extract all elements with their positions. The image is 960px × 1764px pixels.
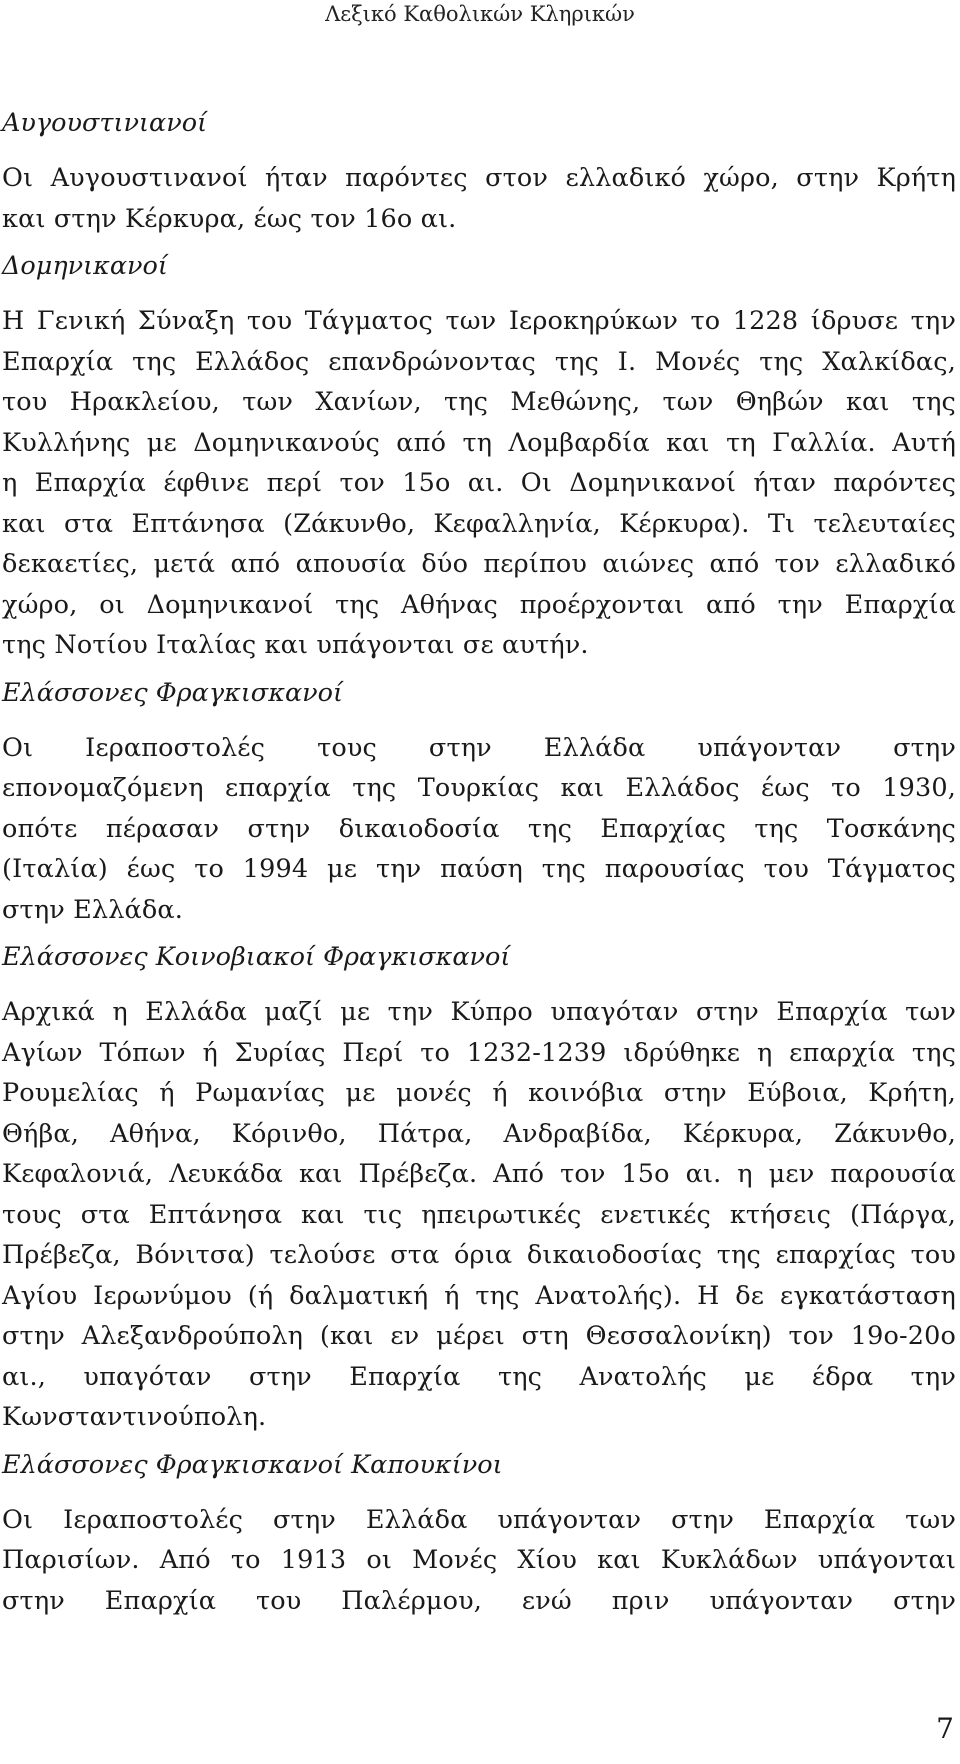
text-line: Ρουμελίας ή Ρωμανίας με μονές ή κοινόβια στην Εύβοια, Κρήτη, <box>2 1078 956 1108</box>
text-line: Κωνσταντινούπολη. <box>2 1402 267 1432</box>
text-line: οπότε πέρασαν στην δικαιοδοσία της Επαρχίας της Τοσκάνης <box>2 813 956 844</box>
text-line: Επαρχία της Ελλάδος επανδρώνοντας της Ι. Μονές της Χαλκίδας, <box>2 346 956 377</box>
text-line: Κεφαλονιά, Λευκάδα και Πρέβεζα. Από τον 15ο αι. η μεν παρουσία <box>2 1159 956 1189</box>
text-line: και στα Επτάνησα (Ζάκυνθο, Κεφαλληνία, Κέρκυρα). Τι τελευταίες <box>2 508 956 539</box>
text-line: Οι Ιεραποστολές τους στην Ελλάδα υπάγονταν στην <box>2 732 956 763</box>
text-line: Αγίου Ιερωνύμου (ή δαλματική ή της Ανατολής). Η δε εγκατάσταση <box>2 1280 956 1311</box>
paragraph <box>2 728 956 931</box>
text-line: επονομαζόμενη επαρχία της Τουρκίας και Ελλάδος έως το 1930, <box>2 773 956 803</box>
text-line: στην Αλεξανδρούπολη (και εν μέρει στη Θεσσαλονίκη) τον 19ο-20ο <box>2 1321 956 1351</box>
text-line: τους στα Επτάνησα και τις ηπειρωτικές ενετικές κτήσεις (Πάργα, <box>2 1199 956 1230</box>
section-heading: Ελάσσονες Φραγκισκανοί Καπουκίνοι <box>2 1449 503 1480</box>
text-line: η Επαρχία έφθινε περί τον 15ο αι. Οι Δομηνικανοί ήταν παρόντες <box>2 468 956 498</box>
page-number: 7 <box>936 1712 954 1745</box>
paragraph <box>2 158 956 239</box>
text-line: αι., υπαγόταν στην Επαρχία της Ανατολής με έδρα την <box>2 1361 956 1392</box>
text-line: στην Επαρχία του Παλέρμου, ενώ πριν υπάγονταν στην <box>2 1585 956 1616</box>
section-heading: Αυγουστινιανοί <box>2 108 208 138</box>
text-line: Πρέβεζα, Βόνιτσα) τελούσε στα όρια δικαιοδοσίας της επαρχίας του <box>2 1240 956 1270</box>
text-line: (Ιταλία) έως το 1994 με την παύση της παρουσίας του Τάγματος <box>2 854 956 884</box>
text-line: χώρο, οι Δομηνικανοί της Αθήνας προέρχονται από την Επαρχία <box>2 589 956 620</box>
section-heading: Ελάσσονες Κοινοβιακοί Φραγκισκανοί <box>2 942 511 972</box>
section-heading: Ελάσσονες Φραγκισκανοί <box>2 677 344 708</box>
text-line: στην Ελλάδα. <box>2 894 184 925</box>
text-line: δεκαετίες, μετά από απουσία δύο περίπου αιώνες από τον ελλαδικό <box>2 549 956 579</box>
paragraph <box>2 1500 956 1622</box>
text-line: Παρισίων. Από το 1913 οι Μονές Χίου και Κυκλάδων υπάγονται <box>2 1545 956 1575</box>
text-line: Η Γενική Σύναξη του Τάγματος των Ιεροκηρύκων το 1228 ίδρυσε την <box>2 306 956 336</box>
text-line: Οι Ιεραποστολές στην Ελλάδα υπάγονταν στην Επαρχία των <box>2 1504 956 1535</box>
text-line: και στην Κέρκυρα, έως τον 16ο αι. <box>2 203 457 234</box>
paragraph <box>2 992 956 1438</box>
text-line: του Ηρακλείου, των Χανίων, της Μεθώνης, των Θηβών και της <box>2 387 956 417</box>
text-line: της Νοτίου Ιταλίας και υπάγονται σε αυτήν. <box>2 630 589 660</box>
running-header: Λεξικό Καθολικών Κληρικών <box>325 2 635 26</box>
text-line: Κυλλήνης με Δομηνικανούς από τη Λομβαρδία και τη Γαλλία. Αυτή <box>2 427 956 458</box>
page-content <box>2 104 956 1629</box>
text-line: Θήβα, Αθήνα, Κόρινθο, Πάτρα, Ανδραβίδα, Κέρκυρα, Ζάκυνθο, <box>2 1118 956 1149</box>
text-line: Αγίων Τόπων ή Συρίας Περί το 1232-1239 ιδρύθηκε η επαρχία της <box>2 1037 956 1068</box>
section-heading: Δομηνικανοί <box>2 251 168 281</box>
paragraph <box>2 301 956 666</box>
text-line: Οι Αυγουστινανοί ήταν παρόντες στον ελλαδικό χώρο, στην Κρήτη <box>2 163 956 193</box>
text-line: Αρχικά η Ελλάδα μαζί με την Κύπρο υπαγόταν στην Επαρχία των <box>2 997 956 1027</box>
